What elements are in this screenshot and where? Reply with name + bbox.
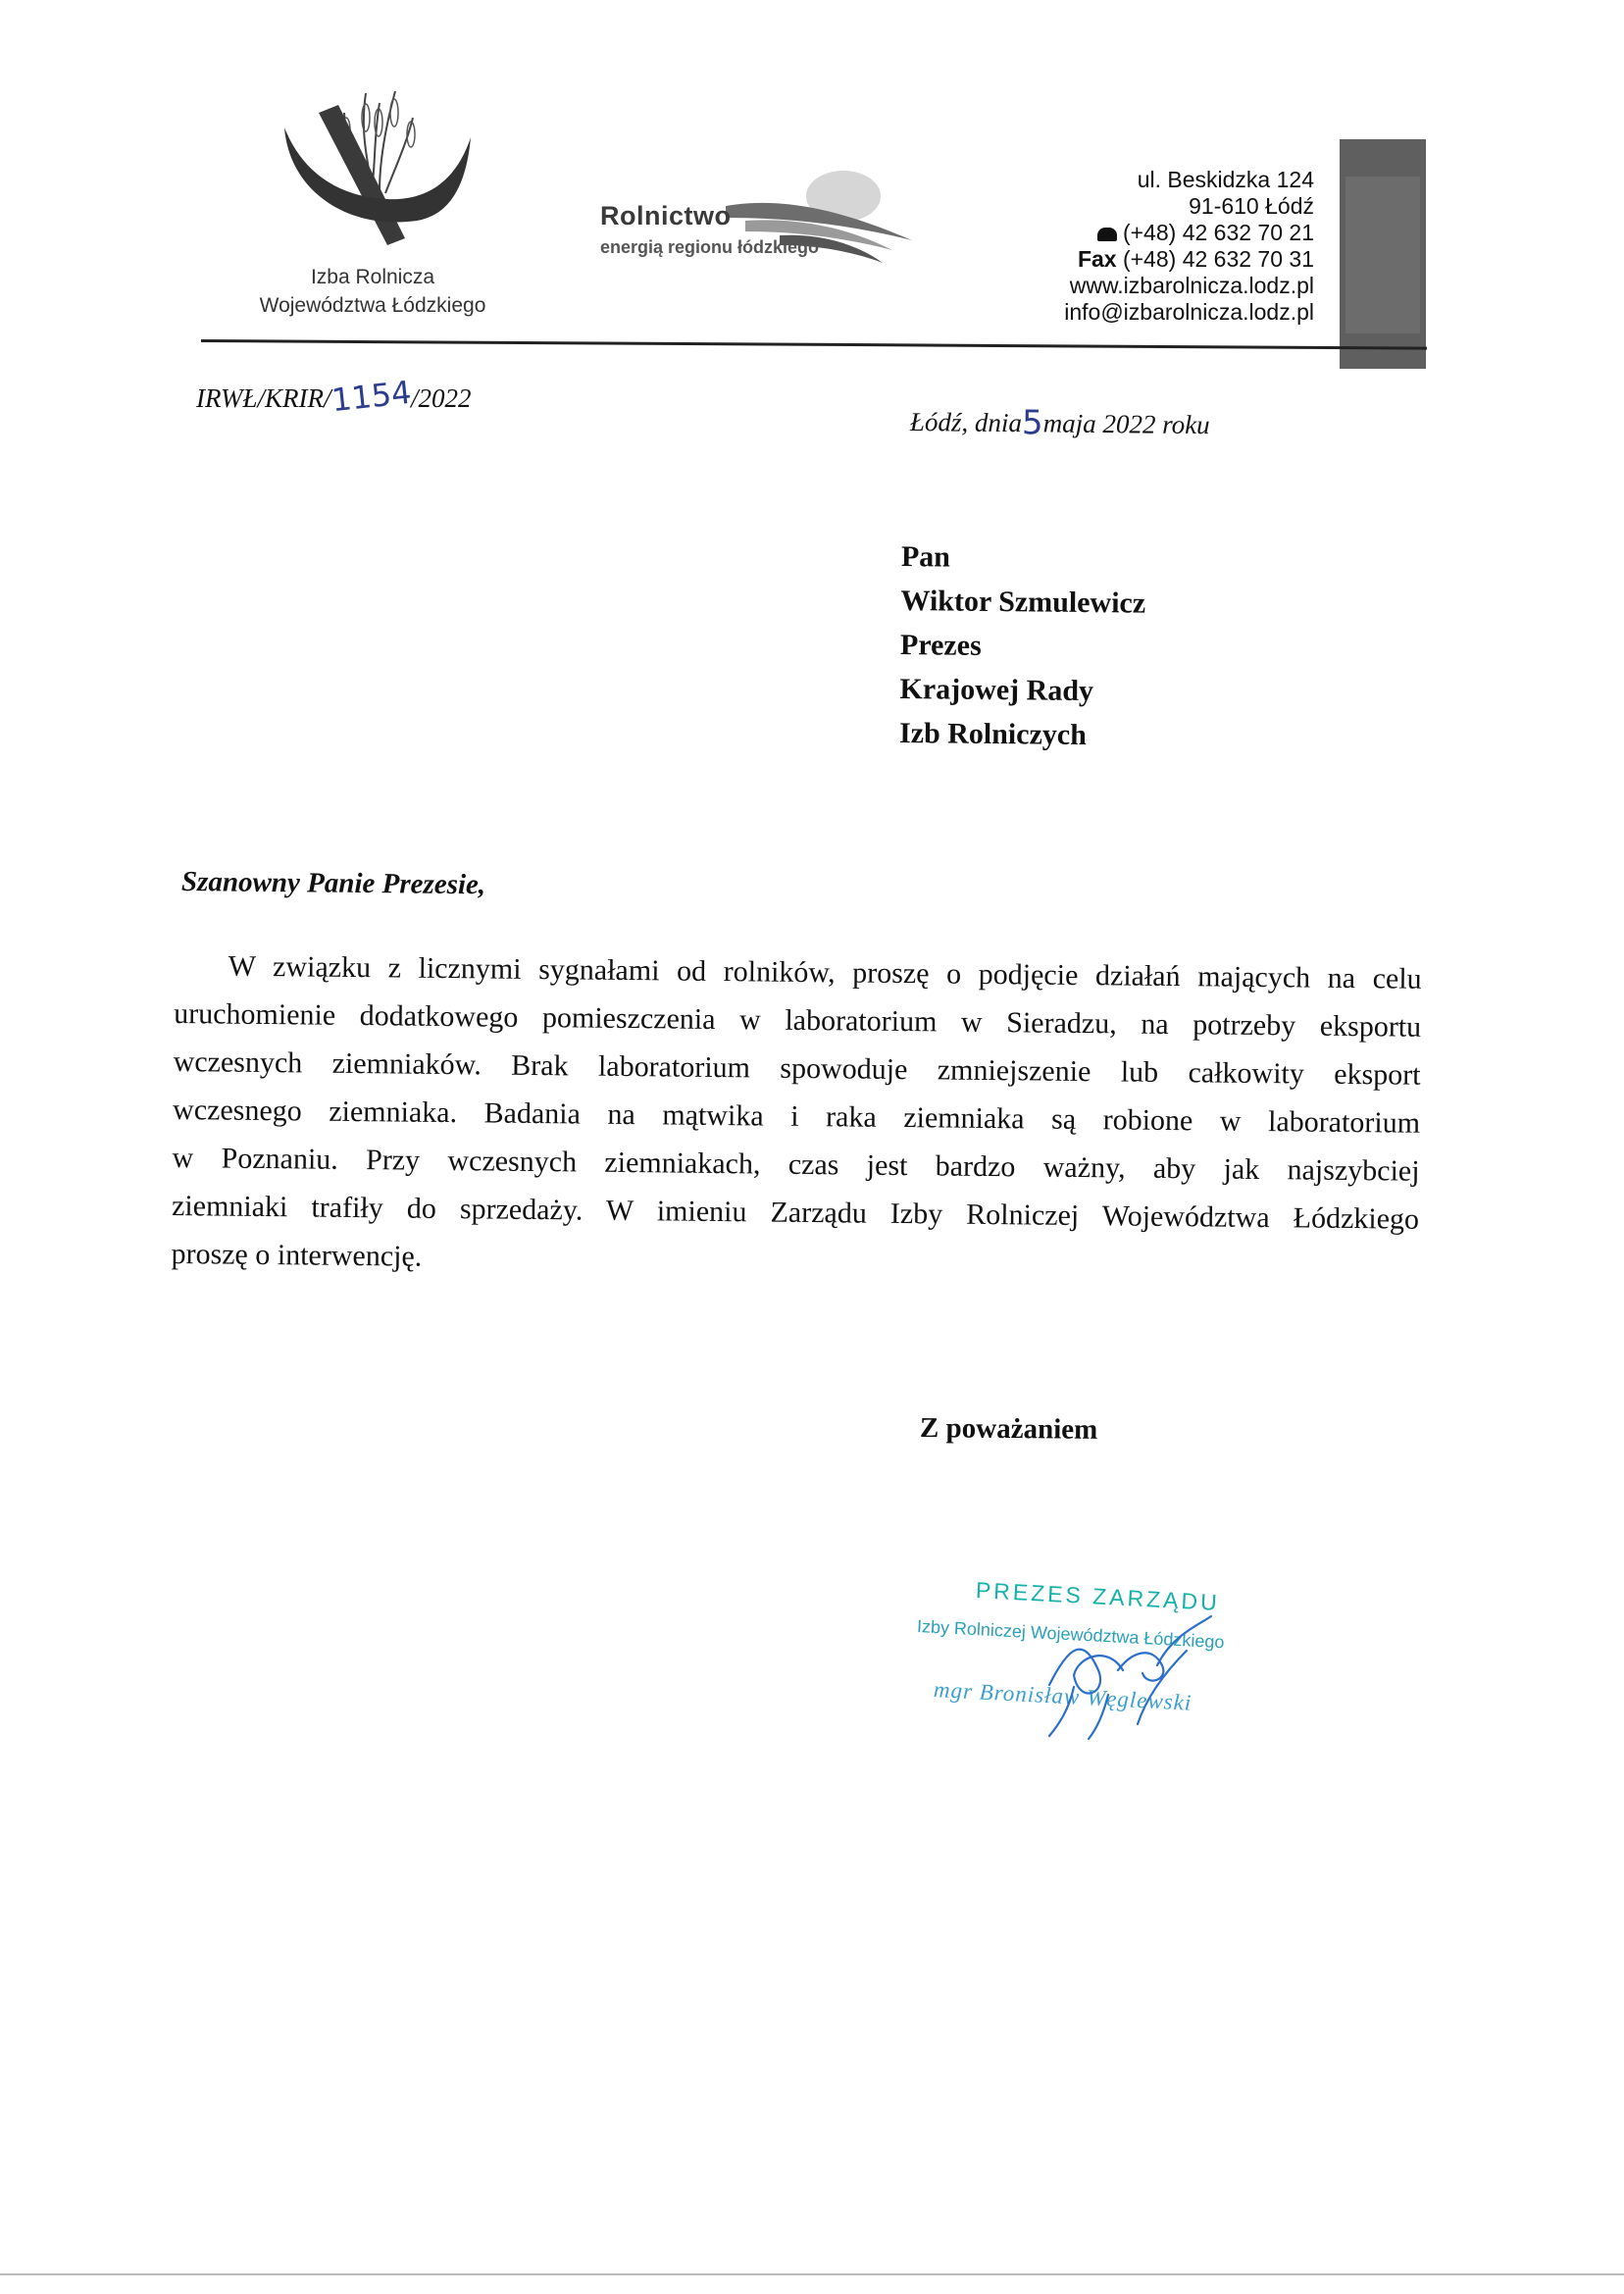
fax-label: Fax [1077, 246, 1117, 272]
contact-fax: (+48) 42 632 70 31 [1122, 246, 1314, 272]
reference-suffix: /2022 [410, 383, 472, 413]
body-line: W związku z licznymi sygnałami od rolników, proszę o podjęcie działań mających na celu [228, 949, 1422, 995]
stamp-organization: Izby Rolniczej Województwa Łódzkiego [916, 1616, 1225, 1653]
handwritten-signature [912, 1577, 1285, 1759]
body-line: wczesnych ziemniaków. Brak laboratorium spowoduje zmniejszenie lub całkowity eksport [173, 1045, 1421, 1092]
org-name-line-2: Województwa Łódzkiego [259, 294, 486, 317]
date-handwritten-day: 5 [1021, 403, 1043, 443]
addressee-line: Krajowej Rady [899, 672, 1094, 708]
reference-prefix: IRWŁ/KRIR/ [196, 383, 331, 413]
salutation: Szanowny Panie Prezesie, [180, 866, 486, 901]
org-name [206, 263, 539, 320]
stamp-title: PREZES ZARZĄDU [975, 1577, 1221, 1616]
reference-number [196, 373, 472, 420]
contact-email: info@izbarolnicza.lodz.pl [1064, 299, 1314, 325]
contact-phone-row [941, 220, 1314, 246]
reference-handwritten-number: 1154 [329, 373, 413, 420]
closing: Z poważaniem [919, 1412, 1098, 1446]
org-name-line-1: Izba Rolnicza [310, 266, 435, 288]
body-line: w Poznaniu. Przy wczesnych ziemniakach, czas jest bardzo ważny, aby jak najszybciej [172, 1141, 1420, 1188]
page-bottom-edge [0, 2273, 1624, 2275]
date-prefix: Łódź, dnia [909, 407, 1023, 438]
signature-stamp [912, 1577, 1285, 1759]
addressee-line: Izb Rolniczych [898, 716, 1088, 751]
contact-website: www.izbarolnicza.lodz.pl [1069, 273, 1314, 298]
letter-body [171, 942, 1422, 1292]
header-divider [201, 339, 1427, 350]
contact-postal: 91-610 Łódź [1189, 193, 1314, 219]
body-line: wczesnego ziemniaka. Badania na mątwika i raka ziemniaka są robione w laboratorium [172, 1093, 1421, 1140]
date-suffix: maja 2022 roku [1042, 408, 1210, 440]
telephone-icon [1097, 228, 1117, 241]
addressee-block [899, 535, 1146, 758]
addressee-line: Wiktor Szmulewicz [900, 585, 1146, 620]
contact-phone: (+48) 42 632 70 21 [1122, 220, 1314, 245]
header-gray-bar-texture [1345, 177, 1420, 333]
letter-date [910, 402, 1210, 444]
body-line: proszę o interwencję. [171, 1237, 423, 1273]
campaign-title: Rolnictwo [600, 201, 732, 230]
contact-street: ul. Beskidzka 124 [1137, 167, 1314, 192]
campaign-subtitle: energią regionu łódzkiego [600, 237, 820, 257]
contact-fax-row [941, 246, 1314, 273]
body-line: ziemniaki trafiły do sprzedaży. W imieniu Zarządu Izby Rolniczej Województwa Łódzkiego [171, 1189, 1420, 1236]
contact-block [941, 167, 1314, 326]
stamp-name: mgr Bronisław Węglewski [933, 1677, 1193, 1715]
izba-rolnicza-logo [270, 83, 476, 255]
body-line: uruchomienie dodatkowego pomieszczenia w laboratorium w Sieradzu, na potrzeby eksportu [174, 996, 1422, 1044]
addressee-line: Pan [900, 540, 951, 574]
addressee-line: Prezes [899, 629, 982, 662]
